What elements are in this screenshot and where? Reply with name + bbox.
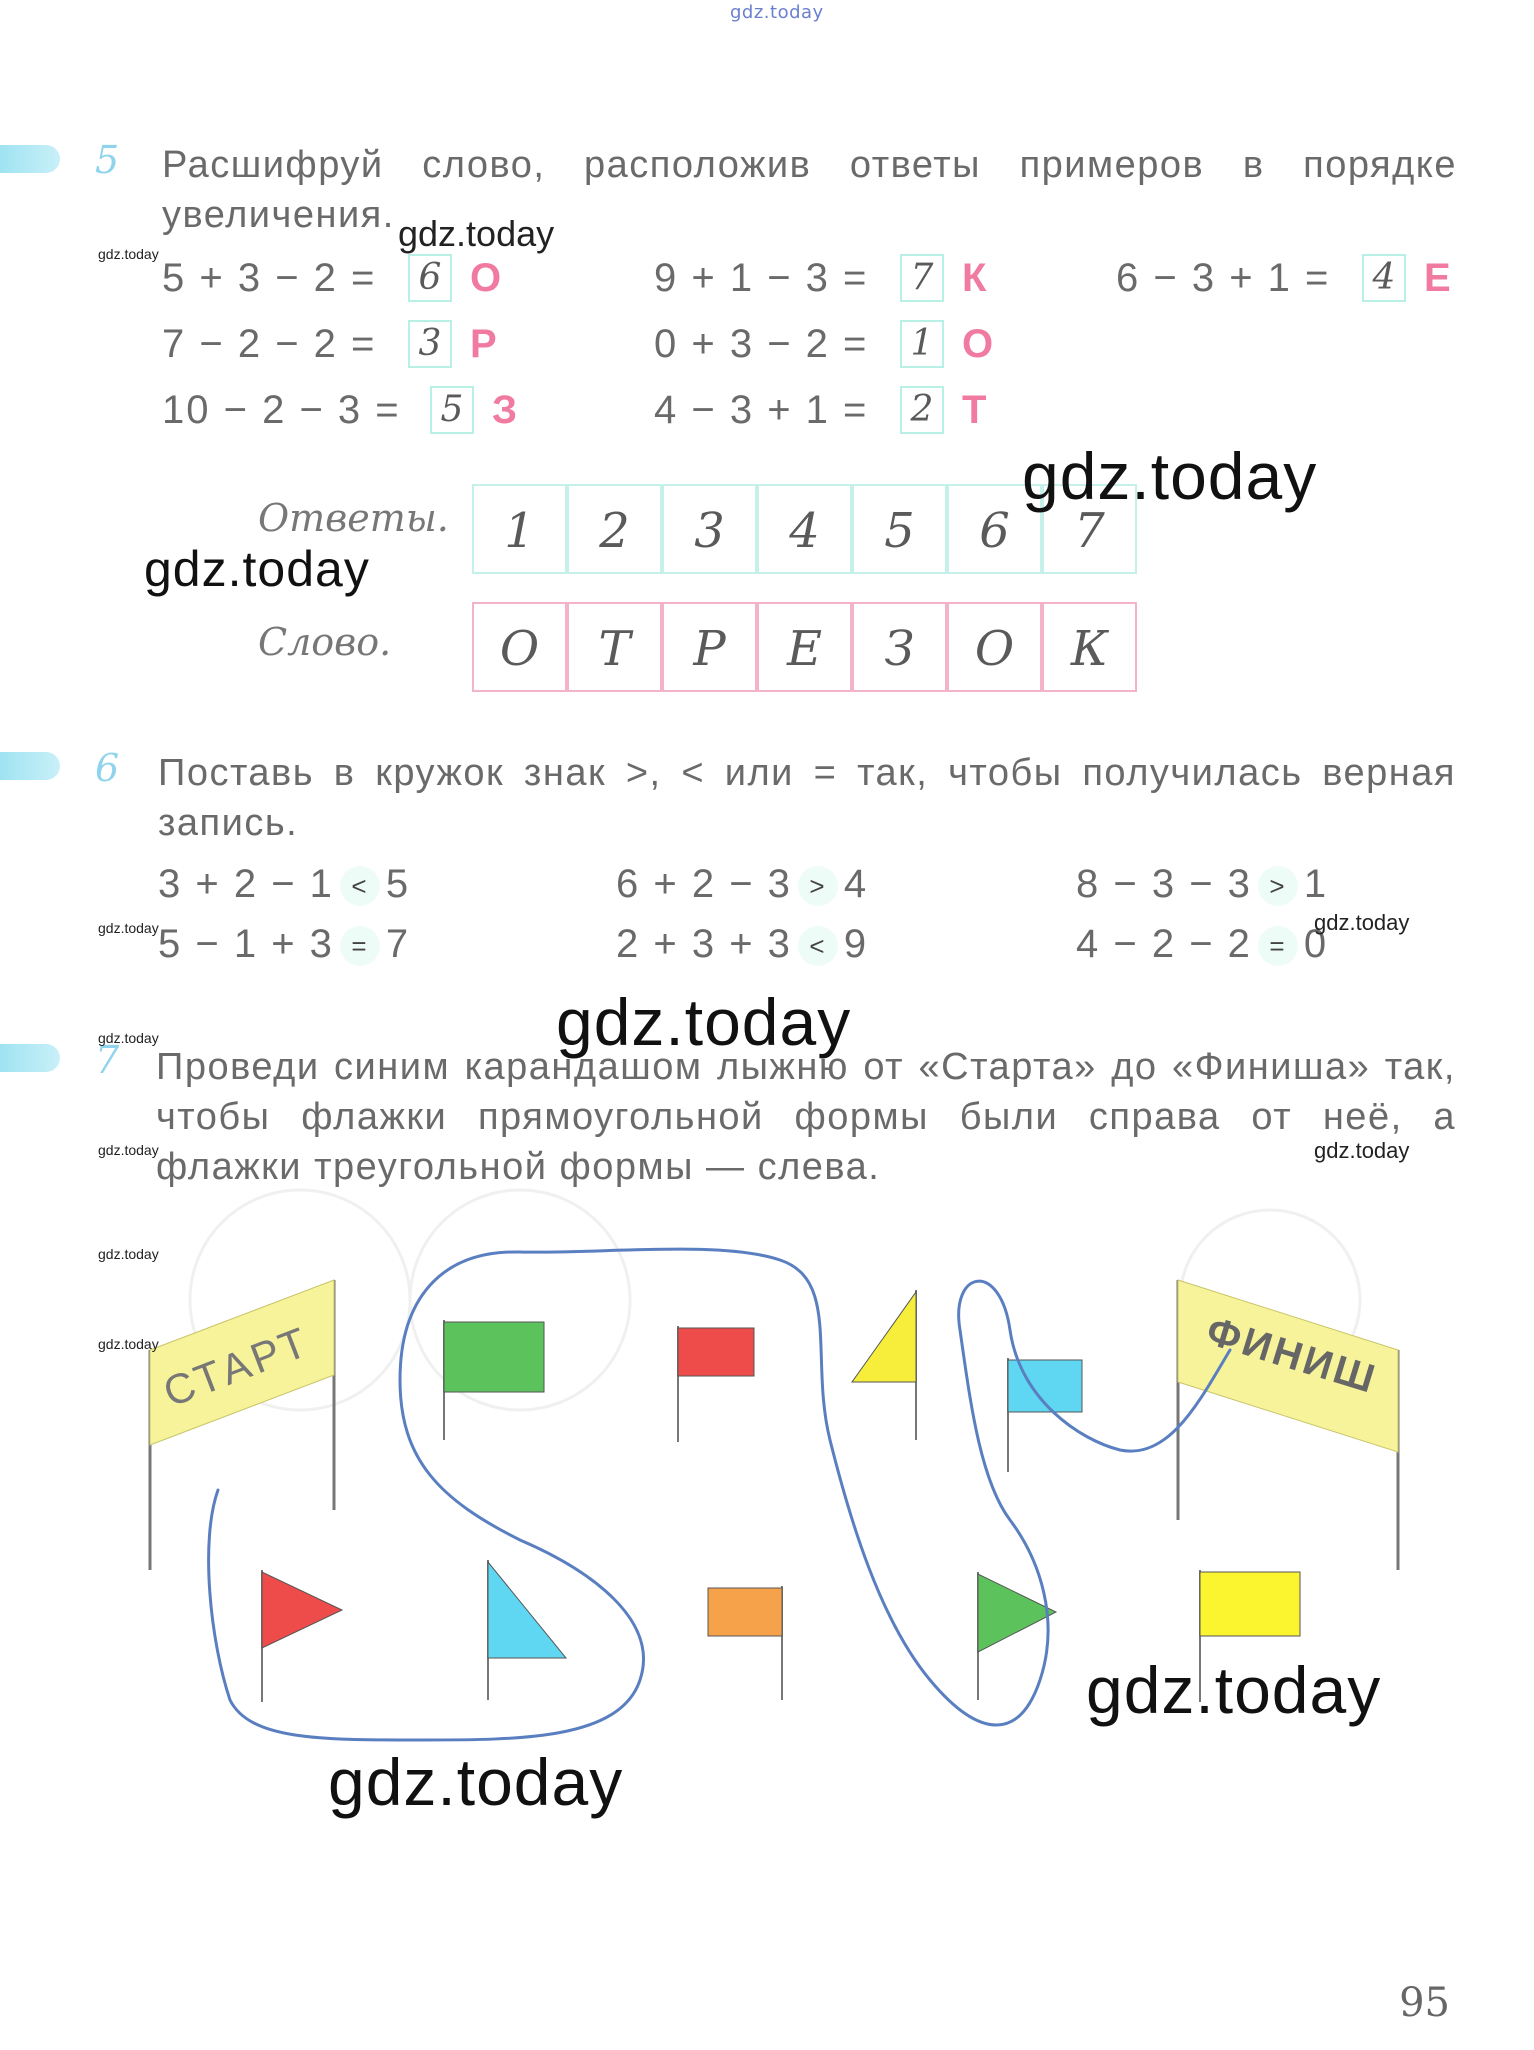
comparison xyxy=(1076,922,1328,967)
comparison-sign[interactable]: < xyxy=(340,866,380,906)
answers-cell: 1 xyxy=(472,484,567,574)
word-label: Слово. xyxy=(258,620,392,664)
orange-rectangle-flag xyxy=(708,1588,782,1636)
equation: 0 + 3 − 2 = xyxy=(654,322,869,366)
task5-text: Расшифруй слово, расположив ответы примеров в порядке увеличения. xyxy=(162,144,1457,236)
answer-box[interactable]: 3 xyxy=(408,320,452,368)
ski-track-line xyxy=(209,1249,1230,1740)
comparison-sign[interactable]: > xyxy=(1258,866,1298,906)
comparison-sign[interactable]: = xyxy=(340,926,380,966)
answer-box[interactable]: 2 xyxy=(900,386,944,434)
comparison-right: 1 xyxy=(1303,862,1329,906)
green-rectangle-flag xyxy=(444,1322,544,1392)
watermark: gdz.today xyxy=(1314,1138,1410,1163)
comparison xyxy=(616,862,868,907)
comparison xyxy=(1076,862,1328,907)
comparison xyxy=(158,922,410,967)
answers-cell: 7 xyxy=(1042,484,1137,574)
page-number: 95 xyxy=(1399,1980,1450,2026)
comparison-left: 8 − 3 − 3 xyxy=(1076,862,1252,906)
task6-marker xyxy=(0,752,60,780)
equation-letter: О xyxy=(470,256,502,300)
task7-number: 7 xyxy=(95,1038,120,1082)
green-triangle-flag xyxy=(978,1574,1056,1652)
answer-box[interactable]: 1 xyxy=(900,320,944,368)
comparison xyxy=(616,922,868,967)
task6-text: Поставь в кружок знак >, < или = так, чтобы получилась верная запись. xyxy=(158,752,1456,844)
word-cell[interactable]: О xyxy=(947,602,1042,692)
comparison-left: 2 + 3 + 3 xyxy=(616,922,792,966)
finish-label: ФИНИШ xyxy=(1201,1308,1383,1403)
comparison-right: 4 xyxy=(843,862,869,906)
answers-cell: 6 xyxy=(947,484,1042,574)
answers-label: Ответы. xyxy=(258,496,449,540)
equation-letter: З xyxy=(492,388,518,432)
yellow-rectangle-flag xyxy=(1200,1572,1300,1636)
comparison xyxy=(158,862,410,907)
answer-box[interactable]: 5 xyxy=(430,386,474,434)
equation: 9 + 1 − 3 = xyxy=(654,256,869,300)
watermark: gdz.today xyxy=(98,1246,159,1262)
watermark: gdz.today xyxy=(398,213,555,254)
comparison-sign[interactable]: = xyxy=(1258,926,1298,966)
comparison-right: 9 xyxy=(843,922,869,966)
cyan-triangle-flag xyxy=(488,1562,566,1658)
word-cell[interactable]: З xyxy=(852,602,947,692)
word-cell[interactable]: О xyxy=(472,602,567,692)
answers-cell: 4 xyxy=(757,484,852,574)
word-cell[interactable]: Е xyxy=(757,602,852,692)
watermark: gdz.today xyxy=(98,1030,159,1046)
watermark: gdz.today xyxy=(1314,910,1410,935)
equation-letter: Е xyxy=(1424,256,1451,300)
equation: 4 − 3 + 1 = xyxy=(654,388,869,432)
watermark: gdz.today xyxy=(144,541,370,597)
equation: 7 − 2 − 2 = xyxy=(162,322,377,366)
equation-letter: Р xyxy=(470,322,497,366)
red-triangle-flag xyxy=(262,1572,342,1648)
answers-cell: 2 xyxy=(567,484,662,574)
task7-text: Проведи синим карандашом лыжню от «Старта» до «Финиша» так, чтобы флажки прямоугольной формы были справа от неё, а флажки треугольной формы — слева. xyxy=(156,1046,1456,1188)
word-grid xyxy=(472,602,1137,692)
watermark: gdz.today xyxy=(1022,439,1318,513)
equation: 10 − 2 − 3 = xyxy=(162,388,401,432)
comparison-right: 5 xyxy=(385,862,411,906)
comparison-left: 4 − 2 − 2 xyxy=(1076,922,1252,966)
word-cell[interactable]: К xyxy=(1042,602,1137,692)
task5-number: 5 xyxy=(95,138,120,182)
comparison-right: 7 xyxy=(385,922,411,966)
task7-marker xyxy=(0,1044,60,1072)
watermark: gdz.today xyxy=(1086,1653,1382,1727)
equation-letter: К xyxy=(962,256,987,300)
yellow-triangle-flag xyxy=(852,1292,916,1382)
equation: 6 − 3 + 1 = xyxy=(1116,256,1331,300)
top-watermark: gdz.today xyxy=(730,2,824,23)
comparison-left: 3 + 2 − 1 xyxy=(158,862,334,906)
equation-letter: Т xyxy=(962,388,987,432)
comparison-sign[interactable]: > xyxy=(798,866,838,906)
start-label: СТАРТ xyxy=(156,1317,317,1416)
comparison-left: 6 + 2 − 3 xyxy=(616,862,792,906)
comparison-sign[interactable]: < xyxy=(798,926,838,966)
comparison-right: 0 xyxy=(1303,922,1329,966)
answer-box[interactable]: 6 xyxy=(408,254,452,302)
watermark: gdz.today xyxy=(98,1336,159,1352)
task5-marker xyxy=(0,145,60,173)
watermark: gdz.today xyxy=(328,1745,624,1819)
answer-box[interactable]: 7 xyxy=(900,254,944,302)
watermark: gdz.today xyxy=(556,985,852,1059)
equation-letter: О xyxy=(962,322,994,366)
watermark: gdz.today xyxy=(98,1142,159,1158)
word-cell[interactable]: Р xyxy=(662,602,757,692)
task6-number: 6 xyxy=(95,746,120,790)
comparison-left: 5 − 1 + 3 xyxy=(158,922,334,966)
word-cell[interactable]: Т xyxy=(567,602,662,692)
watermark: gdz.today xyxy=(98,246,159,262)
red-rectangle-flag xyxy=(678,1328,754,1376)
answers-cell: 5 xyxy=(852,484,947,574)
watermark: gdz.today xyxy=(98,920,159,936)
answers-cell: 3 xyxy=(662,484,757,574)
answer-box[interactable]: 4 xyxy=(1362,254,1406,302)
equation: 5 + 3 − 2 = xyxy=(162,256,377,300)
